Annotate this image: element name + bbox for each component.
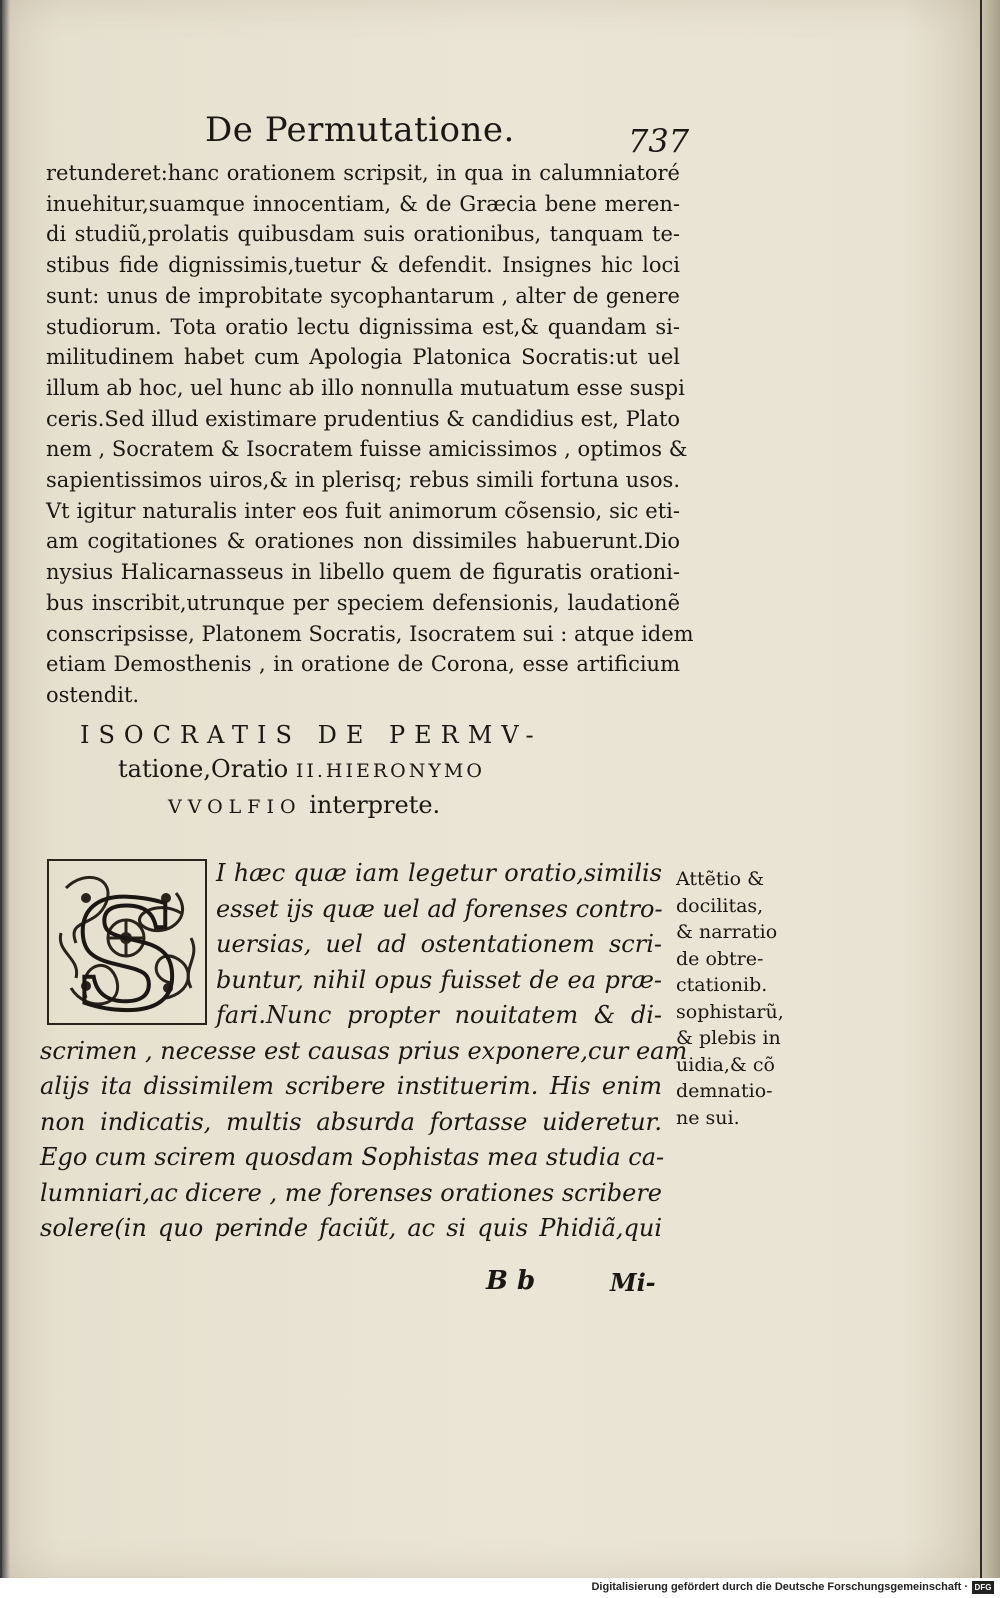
oration-line: I hæc quæ iam legetur oratio,similis	[216, 859, 662, 887]
oration-line: esset ijs quæ uel ad forenses contro-	[216, 894, 663, 923]
text-line: nysius Halicarnasseus in libello quem de figuratis orationi-	[46, 560, 680, 585]
text-line: sunt: unus de improbitate sycophantarum , alter de genere	[46, 283, 680, 308]
text-line: am cogitationes & orationes non dissimiles habuerunt.Dio	[46, 529, 680, 554]
oration-line: fari.Nunc propter nouitatem & di-	[216, 1001, 662, 1029]
heading-line-1: ISOCRATIS DE PERMV-	[80, 721, 543, 749]
oration-line: non indicatis, multis absurda fortasse uideretur.	[40, 1107, 662, 1136]
marginal-note-line: ne sui.	[676, 1106, 740, 1129]
signature-mark: B b	[486, 1266, 536, 1296]
oration-line: solere(in quo perinde faciũt, ac si quis Phidiã,qui	[40, 1214, 662, 1242]
text-line: di studiũ,prolatis quibusdam suis orationibus, tanquam te-	[46, 222, 680, 247]
dfg-logo: DFG	[972, 1581, 994, 1594]
marginal-note-line: Attẽtio &	[676, 868, 765, 890]
text-line: sapientissimos uiros,& in plerisq; rebus simili fortuna usos.	[46, 468, 680, 493]
oration-text-block	[40, 856, 688, 1247]
text-line: etiam Demosthenis , in oratione de Corona, esse artificium	[46, 652, 680, 677]
text-line: conscripsisse, Platonem Socratis, Isocratem sui : atque idem	[46, 621, 694, 646]
marginal-note-line: ctationib.	[676, 974, 768, 996]
text-line: ostendit.	[46, 682, 140, 707]
marginal-note-line: & narratio	[676, 921, 778, 943]
oration-line: alijs ita dissimilem scribere instituerim. His enim	[40, 1072, 662, 1100]
marginal-note-line: docilitas,	[676, 894, 764, 917]
text-line: bus inscribit,utrunque per speciem defensionis, laudationẽ	[46, 590, 680, 615]
text-line: Vt igitur naturalis inter eos fuit animorum cõsensio, sic eti-	[46, 498, 680, 523]
running-head: De Permutatione.	[205, 110, 515, 150]
marginal-note-line: uidia,& cõ	[676, 1053, 775, 1076]
page-edge	[982, 0, 1000, 1578]
oration-line: uersias, uel ad ostentationem scri-	[216, 930, 662, 958]
text-line: militudinem habet cum Apologia Platonica Socratis:ut uel	[46, 345, 680, 370]
body-text-block	[46, 158, 694, 711]
heading-line-3: VVOLFIO interprete.	[168, 791, 441, 819]
marginal-note-line: sophistarũ,	[676, 1000, 784, 1023]
oration-line: Ego cum scirem quosdam Sophistas mea studia ca-	[40, 1143, 665, 1171]
dropcap-letter: S	[72, 868, 182, 1026]
text-line: studiorum. Tota oratio lectu dignissima est,& quandam si-	[46, 314, 680, 339]
text-line: nem , Socratem & Isocratem fuisse amicissimos , optimos &	[46, 437, 688, 462]
oration-line: lumniari,ac dicere , me forenses orationes scribere	[40, 1178, 663, 1207]
oration-line: scrimen , necesse est causas prius exponere,cur eam	[40, 1036, 688, 1065]
text-line: ceris.Sed illud existimare prudentius & candidius est, Plato	[46, 406, 681, 431]
text-line: inuehitur,suamque innocentiam, & de Græcia bene meren-	[46, 191, 680, 216]
marginal-note-line: de obtre-	[676, 947, 764, 970]
section-heading	[80, 718, 680, 824]
text-line: illum ab hoc, uel hunc ab illo nonnulla mutuatum esse suspi	[46, 375, 685, 400]
marginal-note-line: & plebis in	[676, 1027, 781, 1049]
page-number: 737	[628, 122, 690, 160]
marginal-note	[676, 866, 806, 1131]
text-line: retunderet:hanc orationem scripsit, in qua in calumniatoré	[46, 161, 680, 185]
catchword: Mi-	[610, 1268, 656, 1297]
oration-line: buntur, nihil opus fuisset de ea præ-	[216, 965, 662, 994]
marginal-note-line: demnatio-	[676, 1080, 773, 1102]
binding-shadow	[0, 0, 10, 1578]
text-line: stibus fide dignissimis,tuetur & defendit. Insignes hic loci	[46, 253, 680, 278]
footer-credit: Digitalisierung gefördert durch die Deutsche Forschungsgemeinschaft ·	[591, 1581, 968, 1593]
heading-line-2: tatione,Oratio II.HIERONYMO	[118, 755, 485, 783]
